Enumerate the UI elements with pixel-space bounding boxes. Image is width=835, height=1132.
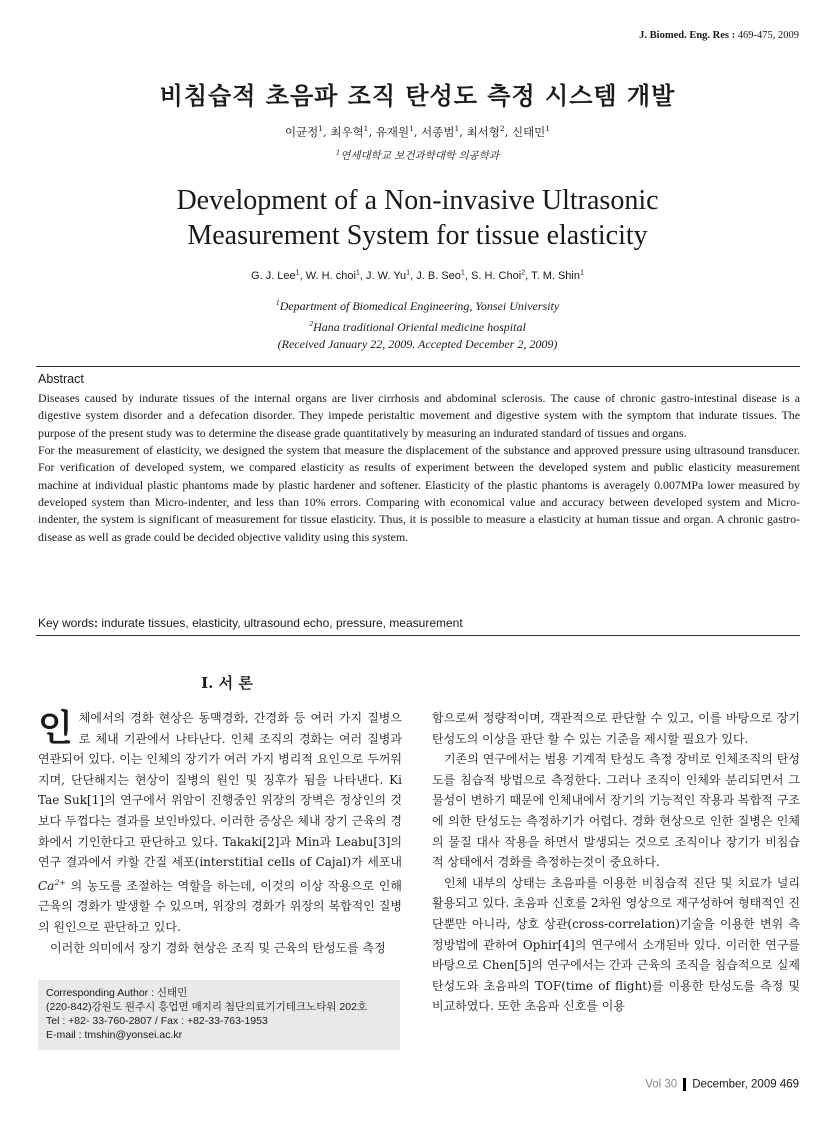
english-title-line1: Development of a Non-invasive Ultrasonic <box>176 185 659 216</box>
abstract-paragraph-1: Diseases caused by indurate tissues of the internal organs are liver cirrhosis and abdominal sclerosis. The cause of chronic gastro-intestinal disease is a digestive system disorder and a defecation disorder. They impede peristaltic movement and digestive system with the symptom that indurate tissues. The purpose of the present study was to determine the disease grade quantitatively by measuring an indurated standard of tissues and organs. <box>38 391 800 440</box>
page-footer <box>645 1078 799 1091</box>
journal-pages: 469-475, 2009 <box>737 30 799 41</box>
author-ko-1: 이균정$^1$, <box>284 124 331 139</box>
corresponding-author-phone: Tel : +82- 33-760-2807 / Fax : +82-33-763-1953 <box>46 1015 268 1027</box>
english-title-line2: Measurement System for tissue elasticity <box>187 220 648 251</box>
footer-page-number: 469 <box>779 1078 799 1091</box>
korean-affiliation: $^1$연세대학교 보건과학대학 의공학과 <box>335 148 500 162</box>
received-dates: (Received January 22, 2009. Accepted December 2, 2009) <box>277 337 558 351</box>
affiliation-line-2: $^2$Hana traditional Oriental medicine hospital <box>309 319 526 334</box>
author-en-1: G. J. Lee$^1$, <box>251 268 306 282</box>
author-ko-6: 신태민$^1$ <box>511 124 551 139</box>
affiliation-line-1: $^1$Department of Biomedical Engineering, Yonsei University <box>275 298 560 313</box>
english-authors <box>0 268 835 282</box>
author-en-3: J. W. Yu$^1$, <box>366 268 417 282</box>
intro-paragraph-2: 이러한 의미에서 장기 경화 현상은 조직 및 근육의 탄성도를 측정 <box>50 940 386 955</box>
abstract-top-rule <box>36 366 800 367</box>
corresponding-author-box <box>38 980 400 1050</box>
author-en-2: W. H. choi$^1$, <box>305 268 367 282</box>
author-ko-5: 최서형$^2$, <box>466 124 512 139</box>
author-en-5: S. H. Choi$^2$, <box>471 268 532 282</box>
corresponding-author-name: Corresponding Author : 신태민 <box>46 987 188 999</box>
keywords-bottom-rule <box>36 635 800 636</box>
intro-paragraph-1: 인체에서의 경화 현상은 동맥경화, 간경화 등 여러 가지 질병으로 체내 기관에서 나타난다. 인체 조직의 경화는 여러 질병과 연관되어 있다. 이는 인체의 장기가 여러 가지 병리적 요인으로 두꺼워지며, 단단해지는 현상이 질병의 원인 및 징후가 됨을 나타낸다. Ki Tae Suk[1]의 연구에서 위암이 진행중인 위장의 장벽은 정상인의 것보다 두껍다는 결과를 보인바있다. 이러한 증상은 체내 장기 근육의 경화에서 기인한다고 판단하고 있다. Takaki[2]과 Min과 Leabu[3]의 연구 결과에서 카할 간질 세포(interstitial cells of Cajal)가 세포내 $Ca^{2+}$ 의 농도를 조절하는 역할을 하는데, 이것의 이상 작용으로 인해 근육의 경화가 발생할 수 있으며, 위장의 경화가 위장의 복합적인 질병의 원인으로 판단하고 있다. <box>38 707 402 934</box>
korean-authors <box>0 124 835 140</box>
right-column <box>432 708 800 1017</box>
section-title-introduction: Ⅰ. 서 론 <box>201 674 253 692</box>
footer-volume: Vol 30 <box>645 1078 678 1091</box>
intro-paragraph-4: 기존의 연구에서는 범용 기계적 탄성도 측정 장비로 인체조직의 탄성도를 침습적 방법으로 측정한다. 그러나 조직이 인체와 분리되면서 그 물성이 변하기 때문에 인체내에서 장기의 기능적인 작용과 복합적 구조에 의한 탄성도는 측정하기가 어렵다. 경화 현상으로 인한 질병은 인체의 물질 대사 작용을 하면서 발생되는 것으로 조직이나 장기가 비침습적 상태에서 경화를 측정하는것이 중요하다. <box>432 752 800 870</box>
journal-header <box>639 30 799 41</box>
keywords-label: Key words <box>38 616 95 630</box>
corresponding-author-email: E-mail : tmshin@yonsei.ac.kr <box>46 1029 183 1041</box>
footer-divider <box>683 1078 686 1091</box>
abstract-heading: Abstract <box>38 372 84 386</box>
author-ko-2: 최우혁$^1$, <box>330 124 376 139</box>
author-en-4: J. B. Seo$^1$, <box>416 268 472 282</box>
dropcap: 인 <box>38 707 73 749</box>
abstract-body <box>38 390 800 546</box>
author-ko-3: 유재원$^1$, <box>375 124 422 139</box>
corresponding-author-address: (220-842)강원도 원주시 흥업면 매지리 첨단의료기기테크노타워 202호 <box>46 1001 368 1013</box>
journal-name: J. Biomed. Eng. Res : <box>639 30 736 41</box>
english-title <box>0 183 835 253</box>
keywords-separator: : <box>94 616 99 630</box>
korean-title: 비침습적 초음파 조직 탄성도 측정 시스템 개발 <box>159 81 676 110</box>
left-column <box>38 708 402 958</box>
intro-paragraph-5: 인체 내부의 상태는 초음파를 이용한 비침습적 진단 및 치료가 널리 활용되고 있다. 초음파 신호를 2차원 영상으로 재구성하여 형태적인 진단뿐만 아니라, 상호 상관(cross-correlation)기술을 이용한 변위 측정방법에 관하여 Ophir[4]의 연구에서 소개된바 있다. 이러한 연구를 바탕으로 Chen[5]의 연구에서는 간과 근육의 조직을 침습적으로 실제 탄성도와 초음파의 TOF(time of flight)를 이용한 탄성도를 측정 및 비교하였다. 또한 초음파 신호를 이용 <box>432 875 800 1014</box>
author-en-6: T. M. Shin$^1$ <box>531 268 584 282</box>
author-ko-4: 서종범$^1$, <box>421 124 467 139</box>
keywords <box>38 616 463 630</box>
intro-paragraph-3: 함으로써 정량적이며, 객관적으로 판단할 수 있고, 이를 바탕으로 장기 탄성도의 이상을 판단 할 수 있는 기준을 제시할 필요가 있다. <box>432 711 800 746</box>
keywords-text: indurate tissues, elasticity, ultrasound echo, pressure, measurement <box>101 616 463 630</box>
footer-date: December, 2009 <box>692 1078 777 1091</box>
calcium-symbol: $Ca^{2+}$ <box>38 877 66 893</box>
english-affiliation <box>0 294 835 353</box>
abstract-paragraph-2: For the measurement of elasticity, we designed the system that measure the displacement of the substance and approved pressure using ultrasound transducer. For verification of developed system, we compared elasticity as results of experiment between the developed system and public elasticity measurement machine at individual plastic phantoms made by plastic hardener and softener. Elasticity of the plastic phantoms is averagely 0.007MPa lower measured by developed system than Micro-indenter, and less than 10% errors. Comparing with economical value and accuracy between developed system and Micro-indenter, the system is significant of measurement for tissue elasticity. Thus, it is possible to measure a elasticity at human tissue and organ. A chronic gastro-disease as well as grade could be decided objective validity using this system. <box>38 443 800 544</box>
